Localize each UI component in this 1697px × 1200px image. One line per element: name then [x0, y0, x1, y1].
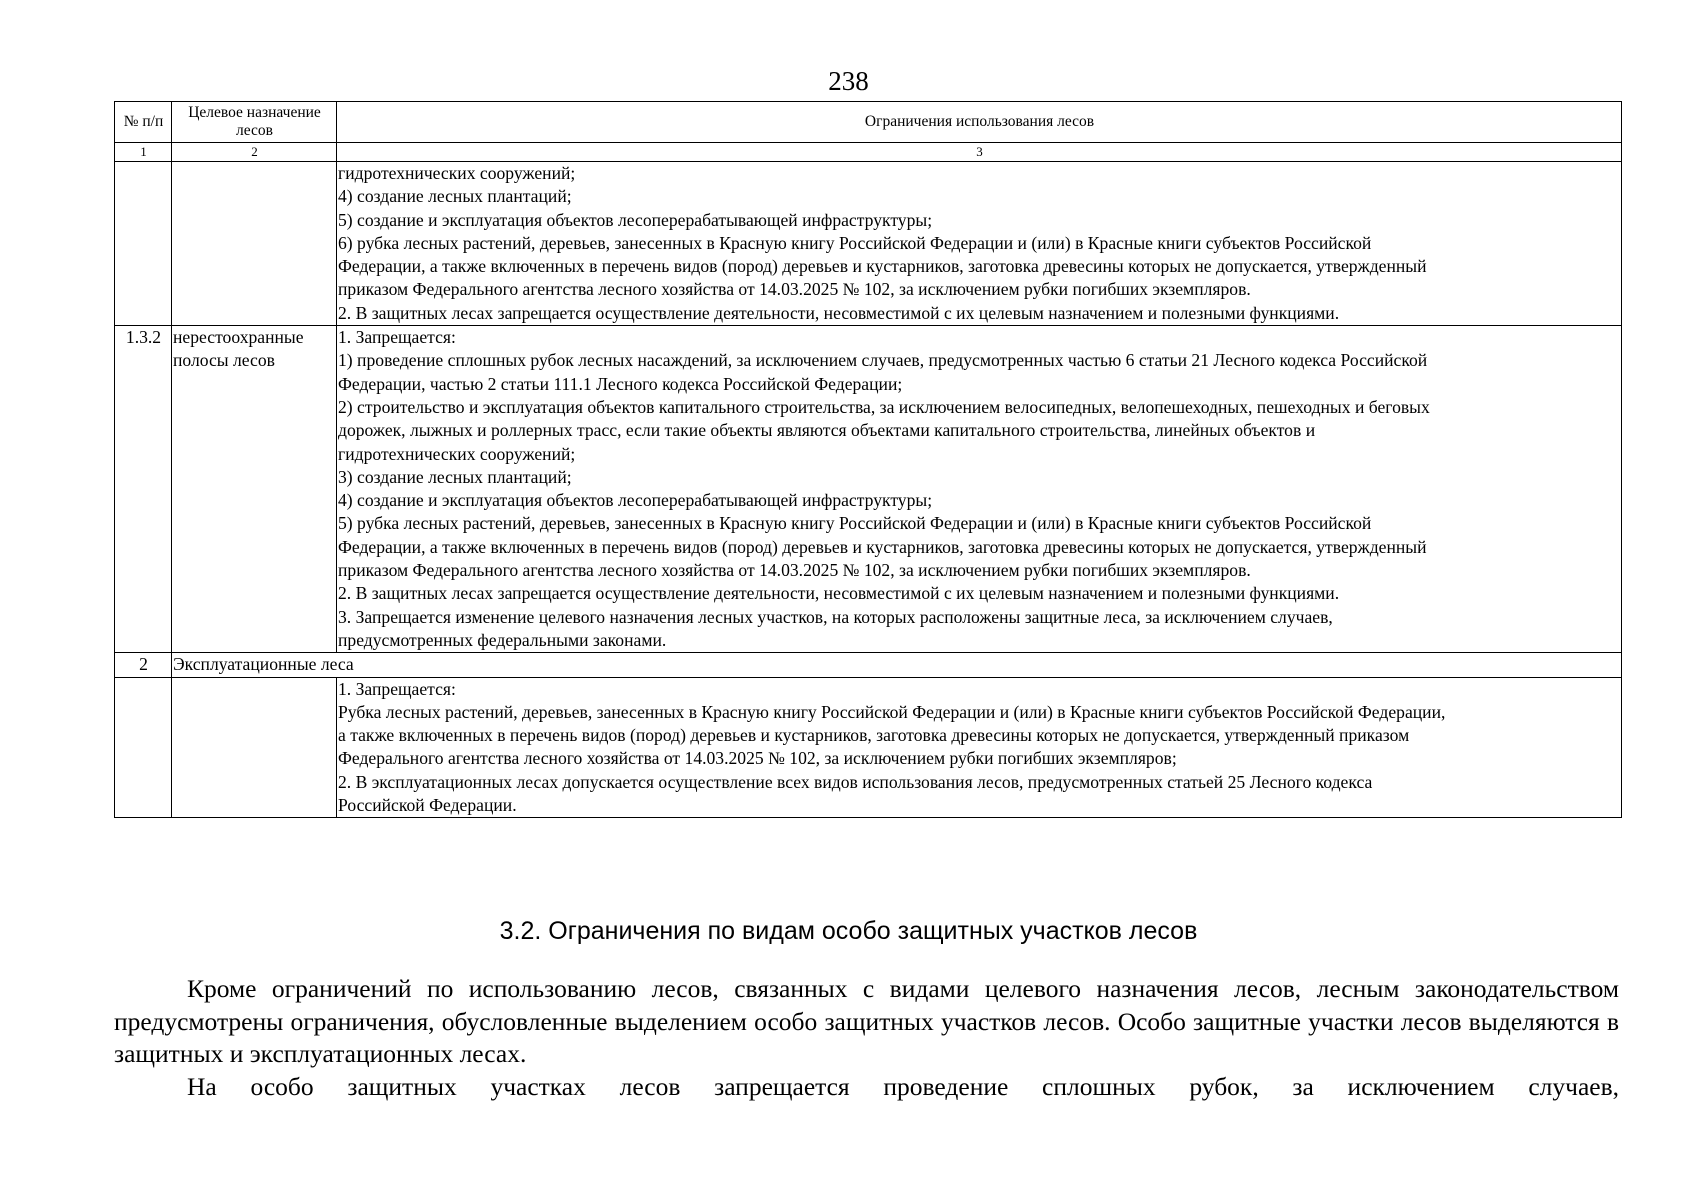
- column-number-3: 3: [337, 143, 1622, 162]
- restriction-line: 3) создание лесных плантаций;: [338, 466, 572, 487]
- restriction-line: а также включенных в перечень видов (пород) деревьев и кустарников, заготовка древесины которых не допускается, утвержденный приказом: [338, 725, 1410, 746]
- restriction-line: Федерации, частью 2 статьи 111.1 Лесного кодекса Российской Федерации;: [338, 373, 903, 394]
- row-restrictions: [337, 162, 1622, 326]
- restriction-line: 4) создание лесных плантаций;: [338, 186, 572, 207]
- restriction-line: 5) рубка лесных растений, деревьев, занесенных в Красную книгу Российской Федерации и (или) в Красные книги субъектов Российской: [338, 513, 1372, 534]
- restriction-line: гидротехнических сооружений;: [338, 443, 576, 464]
- restriction-line: Федерального агентства лесного хозяйства от 14.03.2025 № 102, за исключением рубки погибших экземпляров;: [338, 748, 1177, 769]
- column-number-row: [115, 143, 1622, 162]
- row-num: 2: [115, 653, 172, 677]
- restriction-line: дорожек, лыжных и роллерных трасс, если такие объекты являются объектами капитального строительства, линейных объектов и: [338, 420, 1316, 441]
- row-purpose: нерестоохранные полосы лесов: [172, 326, 337, 653]
- row-num: [115, 677, 172, 818]
- restriction-line: 6) рубка лесных растений, деревьев, занесенных в Красную книгу Российской Федерации и (или) в Красные книги субъектов Российской: [338, 232, 1372, 253]
- section-title: 3.2. Ограничения по видам особо защитных участков лесов: [499, 917, 1198, 945]
- restriction-line: 1. Запрещается:: [338, 327, 456, 348]
- restriction-line: Федерации, а также включенных в перечень видов (пород) деревьев и кустарников, заготовка древесины которых не допускается, утвержденный: [338, 536, 1427, 557]
- row-purpose: [172, 677, 337, 818]
- restriction-line: приказом Федерального агентства лесного хозяйства от 14.03.2025 № 102, за исключением рубки погибших экземпляров.: [338, 279, 1251, 300]
- column-number-1: 1: [115, 143, 172, 162]
- table-row-category: [115, 653, 1622, 677]
- row-num: 1.3.2: [115, 326, 172, 653]
- restriction-line: 2. В защитных лесах запрещается осуществление деятельности, несовместимой с их целевым назначением и полезными функциями.: [338, 302, 1340, 323]
- row-restrictions: [337, 326, 1622, 653]
- restrictions-table: [114, 101, 1622, 818]
- restriction-line: Федерации, а также включенных в перечень видов (пород) деревьев и кустарников, заготовка древесины которых не допускается, утвержденный: [338, 256, 1427, 277]
- restriction-line: 1. Запрещается:: [338, 678, 456, 699]
- row-restrictions: [337, 677, 1622, 818]
- header-restrictions: Ограничения использования лесов: [337, 102, 1622, 143]
- page-number: 238: [828, 66, 869, 96]
- restriction-line: гидротехнических сооружений;: [338, 163, 576, 183]
- table-row: [115, 326, 1622, 653]
- paragraph-text: Кроме ограничений по использованию лесов, связанных с видами целевого назначения лесов, лесным законодательством предусмотрены ограничения, обусловленные выделением особо защитных участков лесов. Особо защитные участки лесов выделяются в защитных и эксплуатационных лесах.: [114, 974, 1619, 1068]
- restriction-line: 5) создание и эксплуатация объектов лесоперерабатывающей инфраструктуры;: [338, 209, 933, 230]
- restriction-line: предусмотренных федеральными законами.: [338, 629, 667, 650]
- body-paragraph: [114, 1071, 1619, 1104]
- column-number-2: 2: [172, 143, 337, 162]
- restriction-line: приказом Федерального агентства лесного хозяйства от 14.03.2025 № 102, за исключением рубки погибших экземпляров.: [338, 560, 1251, 581]
- restriction-line: 2) строительство и эксплуатация объектов капитального строительства, за исключением велосипедных, велопешеходных, пешеходных и беговых: [338, 396, 1430, 417]
- paragraph-text: На особо защитных участках лесов запрещается проведение сплошных рубок, за исключением случаев,: [187, 1072, 1619, 1101]
- restriction-line: 4) создание и эксплуатация объектов лесоперерабатывающей инфраструктуры;: [338, 490, 933, 511]
- body-paragraph: [114, 973, 1619, 1071]
- restriction-line: Рубка лесных растений, деревьев, занесенных в Красную книгу Российской Федерации и (или) в Красные книги субъектов Российской Федерации,: [338, 701, 1446, 722]
- table-row: [115, 162, 1622, 326]
- restriction-line: 2. В защитных лесах запрещается осуществление деятельности, несовместимой с их целевым назначением и полезными функциями.: [338, 583, 1340, 604]
- row-category-title: Эксплуатационные леса: [172, 653, 1622, 677]
- table-row: [115, 677, 1622, 818]
- header-num: № п/п: [115, 102, 172, 143]
- row-purpose: [172, 162, 337, 326]
- restriction-line: 2. В эксплуатационных лесах допускается осуществление всех видов использования лесов, предусмотренных статьей 25 Лесного кодекса: [338, 771, 1373, 792]
- table-header-row: [115, 102, 1622, 143]
- row-num: [115, 162, 172, 326]
- restriction-line: Российской Федерации.: [338, 795, 517, 816]
- restriction-line: 3. Запрещается изменение целевого назначения лесных участков, на которых расположены защитные леса, за исключением случаев,: [338, 606, 1333, 627]
- header-purpose: Целевое назначение лесов: [172, 102, 337, 143]
- restriction-line: 1) проведение сплошных рубок лесных насаждений, за исключением случаев, предусмотренных частью 6 статьи 21 Лесного кодекса Российской: [338, 350, 1428, 371]
